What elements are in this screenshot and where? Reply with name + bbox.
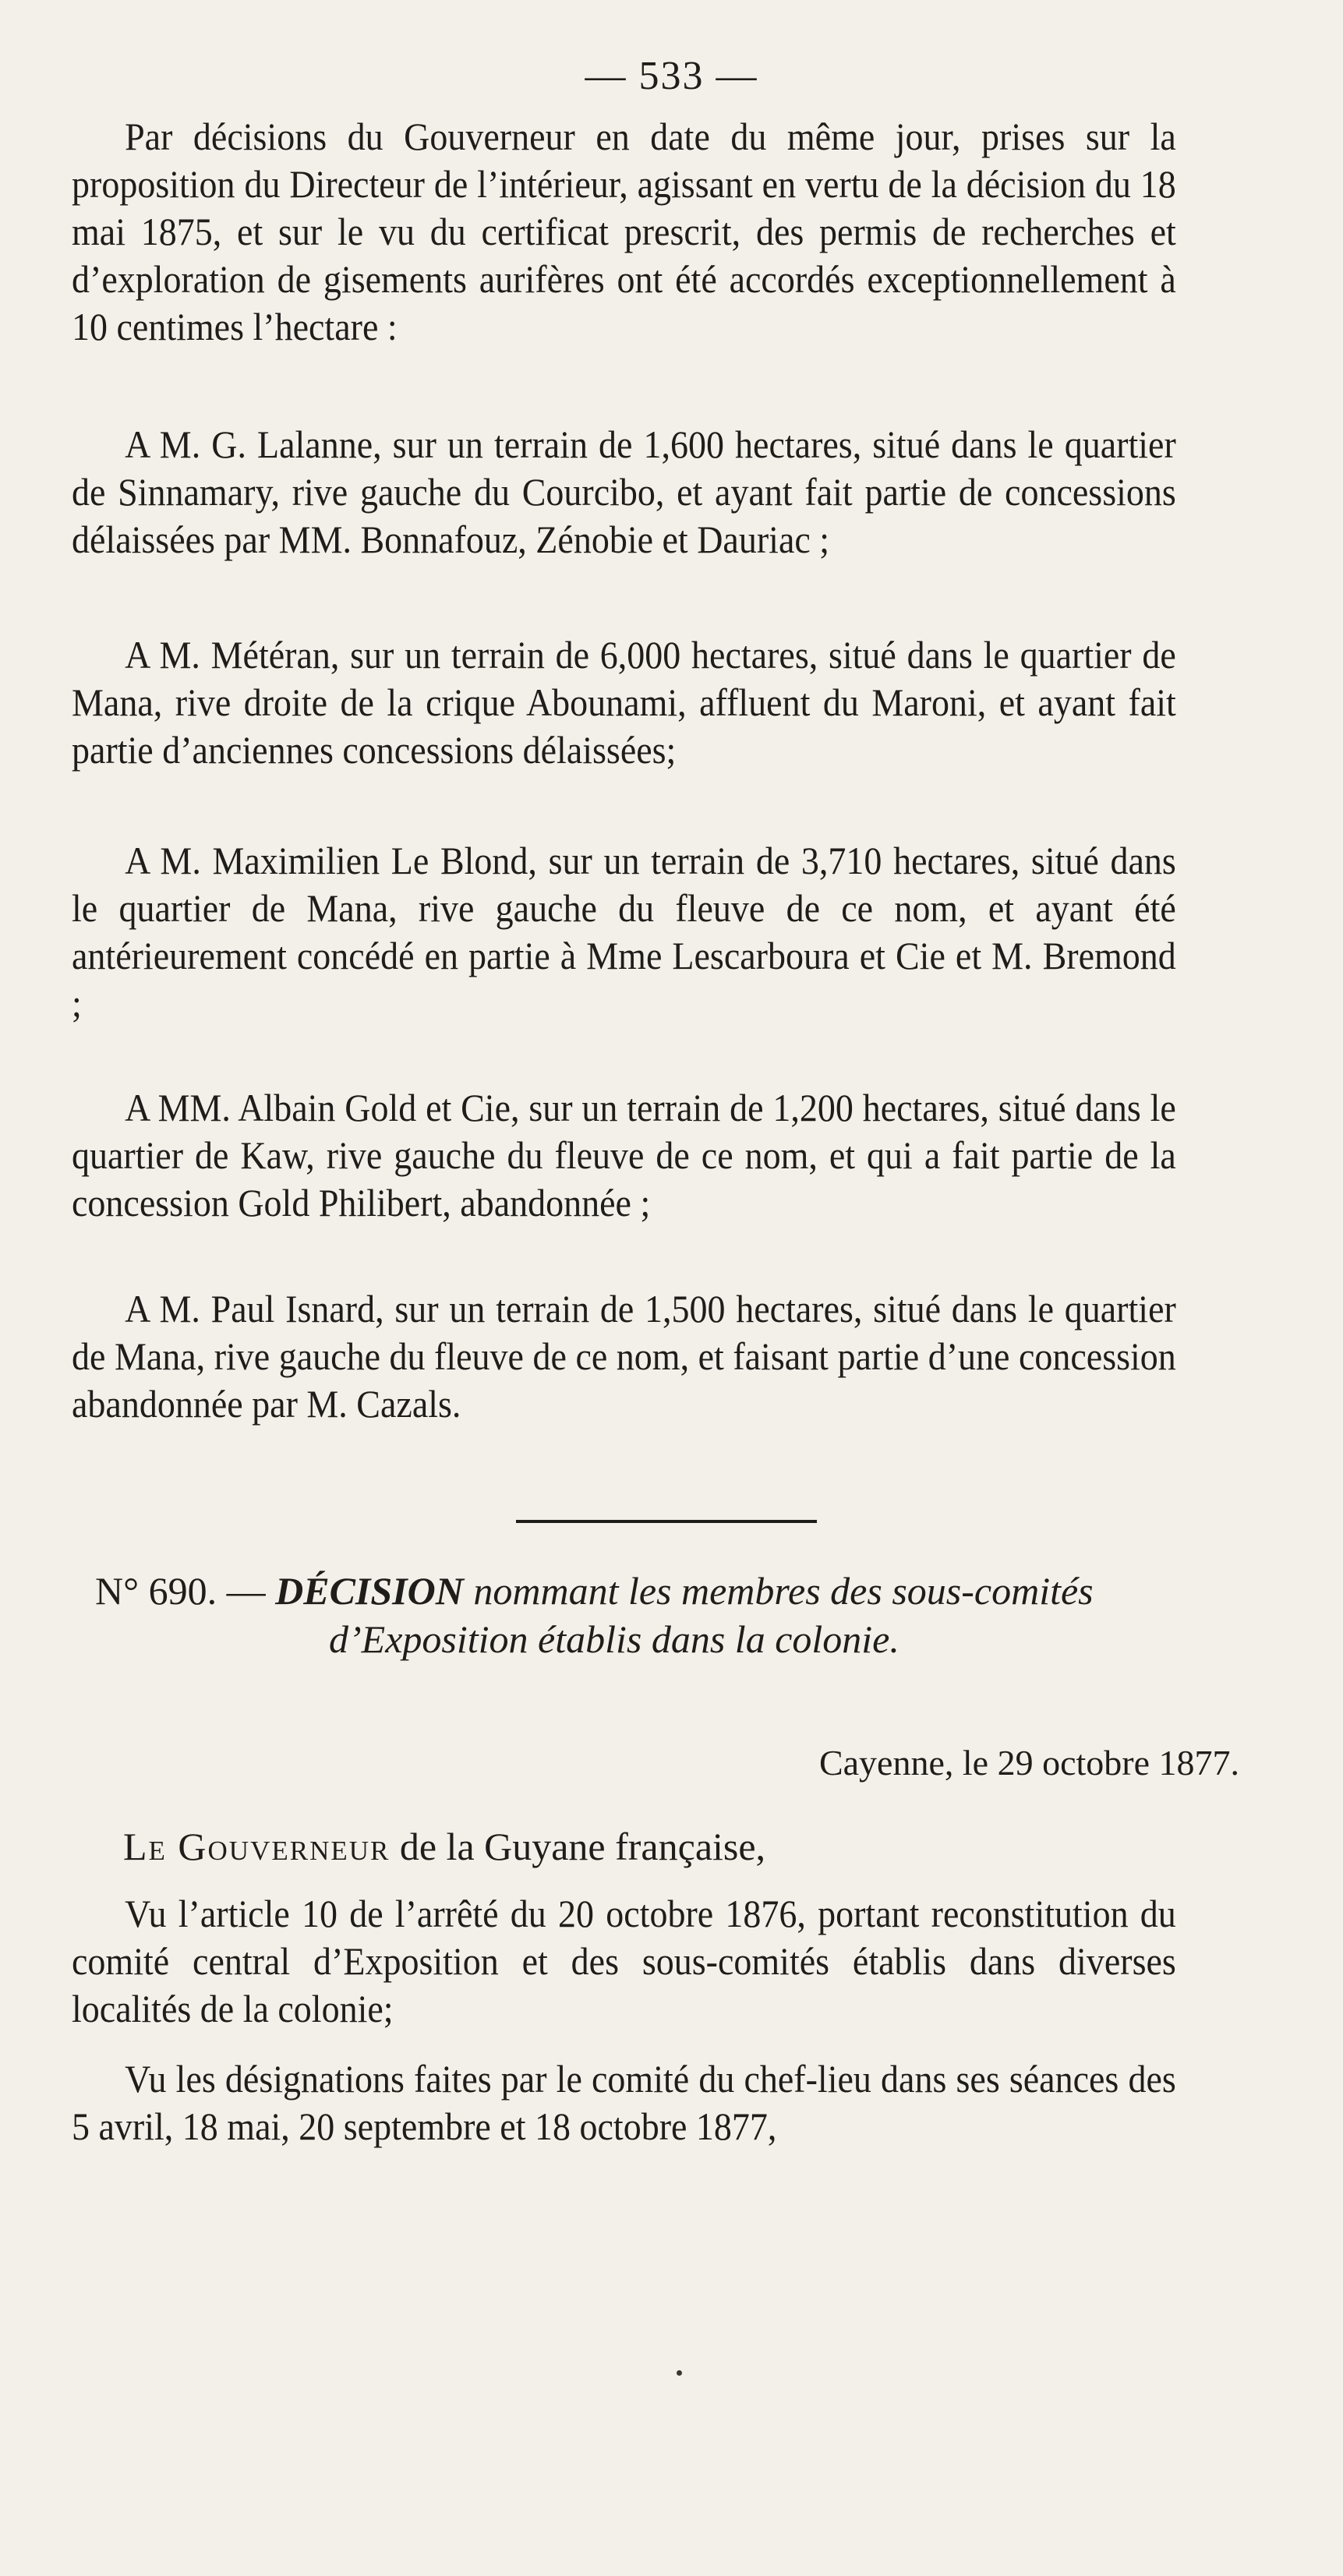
paragraph-vu-article (72, 1890, 1176, 2033)
paragraph-meteran (72, 631, 1176, 774)
paragraph-text: Vu l’article 10 de l’arrêté du 20 octobre 1876, portant reconstitution du comité central d’Exposition et des sous-comités établis dans diverses localités de la colonie; (72, 1892, 1176, 2030)
paragraph-text: A M. G. Lalanne, sur un terrain de 1,600 hectares, situé dans le quartier de Sinnamary, rive gauche du Courcibo, et ayant fait partie de concessions délaissées par MM. Bonnafouz, Zénobie et Dauriac ; (72, 422, 1176, 561)
paragraph-text: Par décisions du Gouverneur en date du même jour, prises sur la proposition du Directeur de l’intérieur, agissant en vertu de la décision du 18 mai 1875, et sur le vu du certificat prescrit, des permis de recherches et d’exploration de gisements aurifères ont été accordés exceptionnellement à 10 centimes l’hectare : (72, 115, 1176, 348)
decision-number: N° 690. — (95, 1569, 266, 1613)
decision-title-bold: DÉCISION (275, 1569, 464, 1613)
paragraph-lalanne (72, 421, 1176, 564)
paragraph-text: A MM. Albain Gold et Cie, sur un terrain de 1,200 hectares, situé dans le quartier de Kaw, rive gauche du fleuve de ce nom, et qui a fait partie de la concession Gold Philibert, abandonnée ; (72, 1086, 1176, 1224)
governor-line (123, 1824, 765, 1869)
decision-title-line2: d’Exposition établis dans la colonie. (329, 1617, 899, 1661)
decision-heading (95, 1567, 1241, 1663)
decision-title (275, 1569, 1094, 1613)
paragraph-vu-designations (72, 2055, 1176, 2150)
section-divider (516, 1520, 817, 1523)
decision-title-rest: nommant les membres des sous-comités (463, 1569, 1094, 1613)
paragraph-text: A M. Maximilien Le Blond, sur un terrain de 3,710 hectares, situé dans le quartier de Mana, rive gauche du fleuve de ce nom, et ayant été antérieurement concédé en partie à Mme Lescarboura et Cie et M. Bremond ; (72, 839, 1176, 1025)
paragraph-text: A M. Météran, sur un terrain de 6,000 hectares, situé dans le quartier de Mana, rive droite de la crique Abounami, affluent du Maroni, et ayant fait partie d’anciennes concessions délaissées; (72, 633, 1176, 772)
paragraph-gold (72, 1084, 1176, 1227)
paragraph-permits-intro (72, 113, 1176, 351)
ink-speck (677, 2370, 682, 2376)
decision-date: Cayenne, le 29 octobre 1877. (818, 1743, 1239, 1783)
paragraph-le-blond (72, 837, 1176, 1027)
paragraph-text: Vu les désignations faites par le comité du chef-lieu dans ses séances des 5 avril, 18 mai, 20 septembre et 18 octobre 1877, (72, 2057, 1176, 2148)
paragraph-isnard (72, 1285, 1176, 1428)
governor-title: Le Gouverneur (123, 1825, 391, 1868)
paragraph-text: A M. Paul Isnard, sur un terrain de 1,500 hectares, situé dans le quartier de Mana, rive gauche du fleuve de ce nom, et faisant partie d’une concession abandonnée par M. Cazals. (72, 1287, 1176, 1426)
page-number: — 533 — (585, 54, 758, 98)
governor-rest: de la Guyane française, (390, 1825, 766, 1868)
